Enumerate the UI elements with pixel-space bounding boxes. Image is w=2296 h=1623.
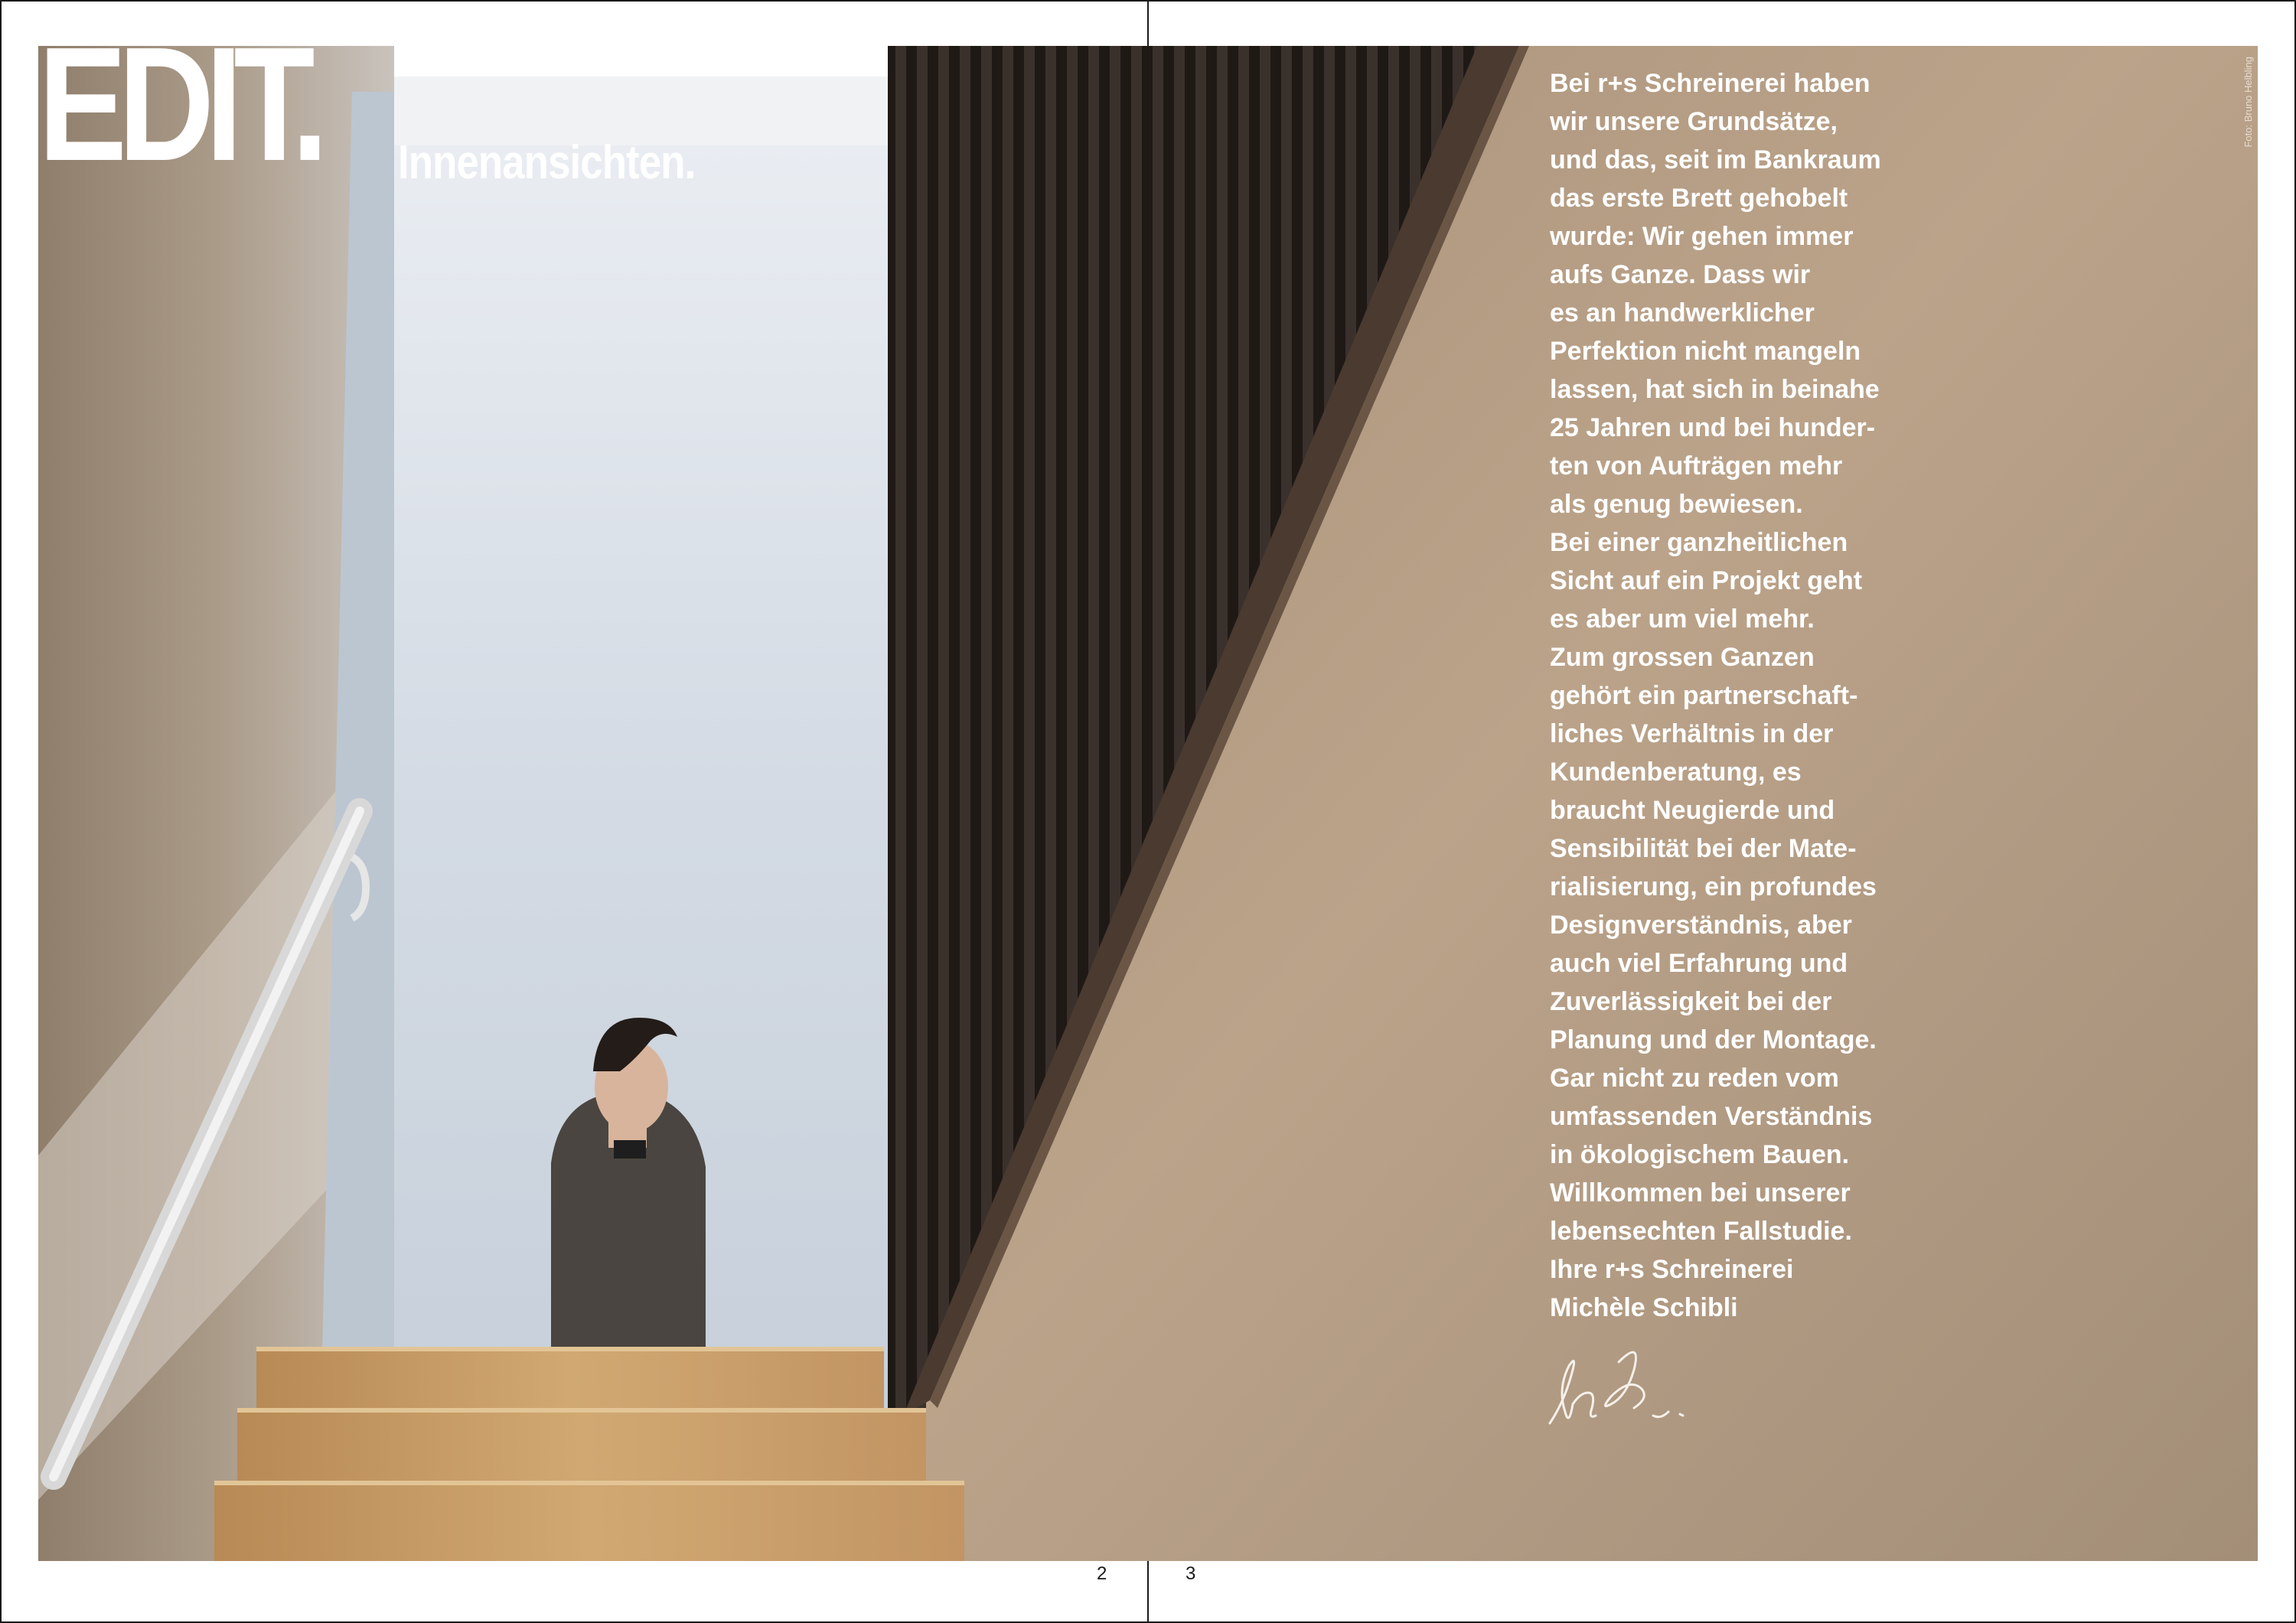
- intro-line: 25 Jahren und bei hunder-: [1550, 413, 1876, 442]
- intro-line: braucht Neugierde und: [1550, 796, 1835, 825]
- intro-line: aufs Ganze. Dass wir: [1550, 260, 1811, 289]
- intro-text: [1550, 64, 1948, 1327]
- intro-line: lassen, hat sich in beinahe: [1550, 375, 1880, 404]
- intro-line: Gar nicht zu reden vom: [1550, 1064, 1839, 1093]
- intro-line: lebensechten Fallstudie.: [1550, 1217, 1852, 1246]
- intro-line: Bei r+s Schreinerei haben: [1550, 69, 1870, 98]
- intro-line: es an handwerklicher: [1550, 298, 1815, 328]
- intro-line: wir unsere Grundsätze,: [1550, 107, 1838, 136]
- left-border: [0, 0, 2, 1623]
- intro-line: gehört ein partnerschaft-: [1550, 681, 1858, 710]
- intro-line: Zum grossen Ganzen: [1550, 643, 1815, 672]
- spine-line-bottom: [1147, 1561, 1149, 1623]
- intro-line: als genug bewiesen.: [1550, 490, 1803, 519]
- signature-image: [1546, 1331, 1699, 1439]
- intro-line: Zuverlässigkeit bei der: [1550, 987, 1832, 1016]
- intro-line: Sicht auf ein Projekt geht: [1550, 566, 1863, 595]
- photo-credit: Foto: Bruno Helbling: [2242, 57, 2254, 148]
- intro-line: in ökologischem Bauen.: [1550, 1140, 1850, 1169]
- intro-line: Sensibilität bei der Mate-: [1550, 834, 1857, 863]
- intro-line: Willkommen bei unserer: [1550, 1178, 1851, 1207]
- intro-line: ten von Aufträgen mehr: [1550, 451, 1843, 481]
- intro-line: und das, seit im Bankraum: [1550, 145, 1881, 174]
- masthead-edit: EDIT.: [38, 13, 320, 194]
- intro-line: das erste Brett gehobelt: [1550, 184, 1848, 213]
- page-number-right: 3: [1186, 1563, 1196, 1584]
- intro-line: rialisierung, ein profundes: [1550, 872, 1877, 901]
- page-number-left: 2: [1097, 1563, 1107, 1584]
- intro-line: Kundenberatung, es: [1550, 758, 1802, 787]
- intro-line: Ihre r+s Schreinerei: [1550, 1255, 1794, 1284]
- intro-line: auch viel Erfahrung und: [1550, 949, 1848, 978]
- intro-line: liches Verhältnis in der: [1550, 719, 1834, 748]
- intro-line: umfassenden Verständnis: [1550, 1102, 1873, 1131]
- intro-line: Perfektion nicht mangeln: [1550, 337, 1861, 366]
- intro-line: es aber um viel mehr.: [1550, 605, 1815, 634]
- spine-line-top: [1147, 0, 1149, 46]
- intro-line: Bei einer ganzheitlichen: [1550, 528, 1848, 557]
- masthead-subtitle: Innenansichten.: [398, 136, 696, 189]
- intro-line: Designverständnis, aber: [1550, 911, 1852, 940]
- intro-line: Planung und der Montage.: [1550, 1025, 1877, 1054]
- intro-line: wurde: Wir gehen immer: [1550, 222, 1854, 251]
- intro-line: Michèle Schibli: [1550, 1293, 1738, 1322]
